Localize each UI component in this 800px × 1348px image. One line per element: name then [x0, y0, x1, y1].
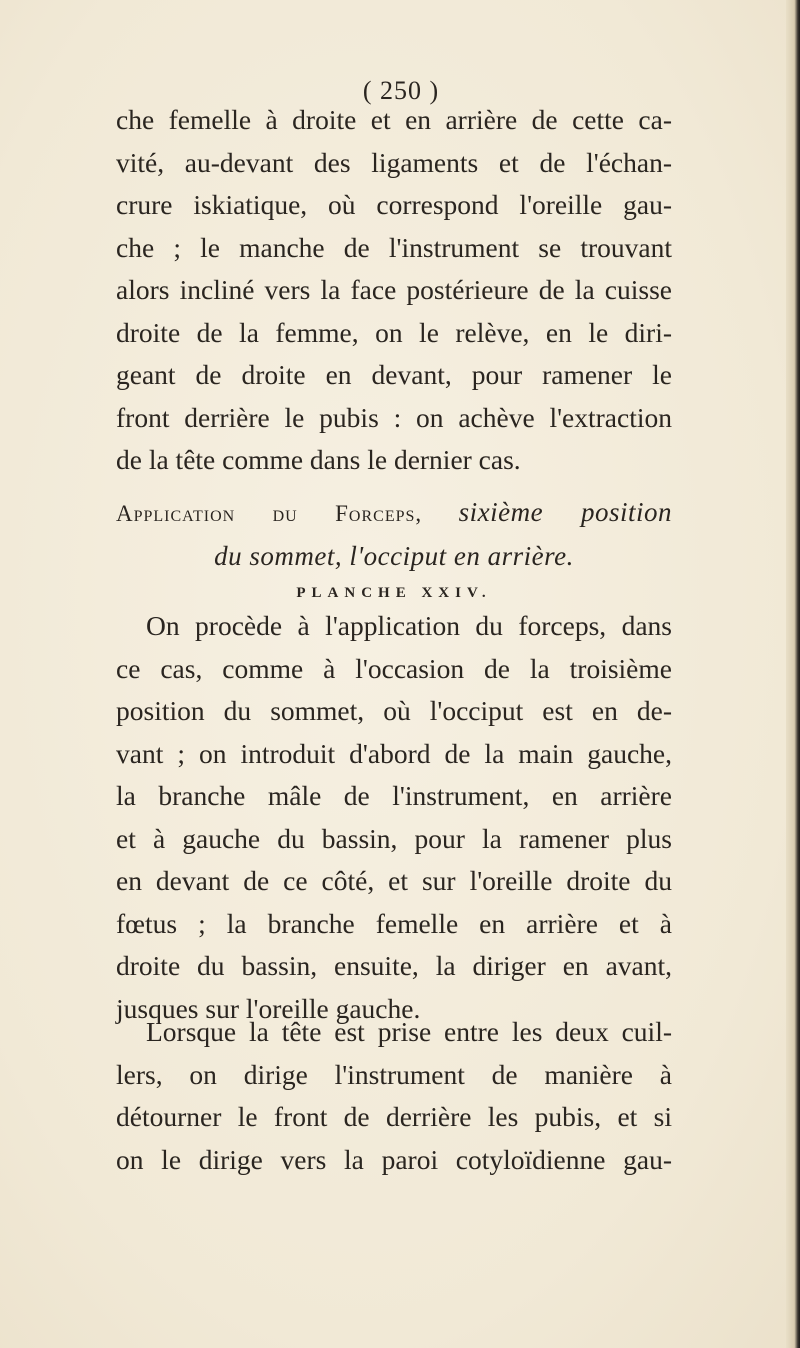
text-line: droite du bassin, ensuite, la diriger en avant,: [116, 950, 672, 981]
section-heading: [116, 490, 672, 578]
text-line: position du sommet, où l'occiput est en de-: [116, 695, 672, 726]
text-line: alors incliné vers la face postérieure de la cuisse: [116, 274, 672, 305]
section-heading-line-1: [116, 490, 672, 534]
section-heading-subtitle: sixième position: [458, 497, 672, 527]
text-line: Lorsque la tête est prise entre les deux cuil-: [146, 1016, 672, 1047]
text-line: droite de la femme, on le relève, en le diri-: [116, 316, 672, 348]
plate-label: PLANCHE XXIV.: [296, 585, 492, 601]
text-line: crure iskiatique, où correspond l'oreille gau-: [116, 189, 672, 220]
paragraph-continuation: [116, 99, 672, 482]
text-line: on le dirige vers la paroi cotyloïdienne gau-: [116, 1143, 672, 1175]
text-line: front derrière le pubis : on achève l'extraction: [116, 401, 672, 433]
page-number: ( 250 ): [362, 76, 440, 105]
text-line: fœtus ; la branche femelle en arrière et à: [116, 907, 672, 939]
paragraph-extraction: [116, 1011, 672, 1181]
text-line: jusques sur l'oreille gauche.: [116, 992, 421, 1024]
text-line: ce cas, comme à l'occasion de la troisième: [116, 652, 672, 684]
text-line: la branche mâle de l'instrument, en arrière: [116, 780, 672, 811]
text-line: vité, au-devant des ligaments et de l'échan-: [116, 146, 672, 178]
text-line: et à gauche du bassin, pour la ramener plus: [116, 822, 672, 854]
text-line: che ; le manche de l'instrument se trouvant: [116, 231, 672, 263]
text-line: détourner le front de derrière les pubis, et si: [116, 1101, 672, 1132]
text-line: che femelle à droite et en arrière de cette ca-: [116, 104, 672, 135]
section-heading-title: Application du Forceps,: [116, 501, 423, 526]
text-line: On procède à l'application du forceps, dans: [146, 610, 672, 641]
page-edge-shadow: [786, 0, 800, 1348]
text-line: en devant de ce côté, et sur l'oreille droite du: [116, 865, 672, 896]
section-heading-line-2: du sommet, l'occiput en arrière.: [214, 541, 574, 571]
text-line: geant de droite en devant, pour ramener le: [116, 359, 672, 390]
paragraph-application: [116, 605, 672, 1030]
text-line: vant ; on introduit d'abord de la main gauche,: [116, 737, 672, 769]
text-line: lers, on dirige l'instrument de manière à: [116, 1058, 672, 1090]
text-line: de la tête comme dans le dernier cas.: [116, 444, 521, 475]
